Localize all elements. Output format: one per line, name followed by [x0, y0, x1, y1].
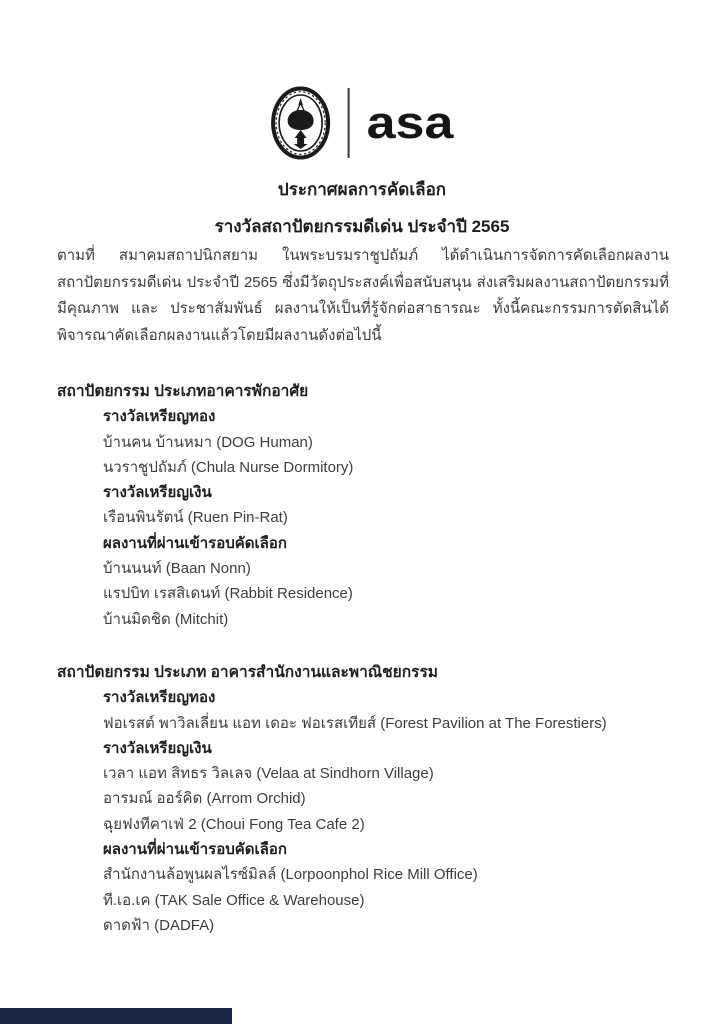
logo-divider [348, 88, 350, 158]
project-entry: เรือนพินรัตน์ (Ruen Pin-Rat) [103, 509, 288, 527]
award-tier-heading: รางวัลเหรียญทอง [103, 408, 216, 426]
award-tier-heading: รางวัลเหรียญเงิน [103, 739, 212, 757]
project-entry: แรปบิท เรสสิเดนท์ (Rabbit Residence) [103, 585, 353, 603]
award-sections [57, 379, 669, 938]
project-entry: อารมณ์ ออร์คิด (Arrom Orchid) [103, 790, 306, 808]
project-entry: บ้านมิดชิด (Mitchit) [103, 610, 229, 628]
project-entry: ดาดฟ้า (DADFA) [103, 916, 215, 934]
project-entry: บ้านคน บ้านหมา (DOG Human) [103, 433, 313, 451]
project-entry: ที.เอ.เค (TAK Sale Office & Warehouse) [103, 891, 365, 909]
asa-logo-lockup [271, 86, 454, 160]
project-entry: บ้านนนท์ (Baan Nonn) [103, 560, 251, 578]
award-tier-heading: รางวัลเหรียญเงิน [103, 484, 212, 502]
document-body [57, 243, 669, 938]
project-entry: ฟอเรสต์ พาวิลเลี่ยน แอท เดอะ ฟอเรสเทียส์ (Forest Pavilion at The Forestiers) [103, 714, 607, 732]
award-section [57, 660, 669, 938]
award-year-subtitle: รางวัลสถาปัตยกรรมดีเด่น ประจำปี 2565 [214, 217, 510, 236]
footer-accent-bar [0, 1008, 232, 1024]
section-heading: สถาปัตยกรรม ประเภทอาคารพักอาศัย [57, 383, 309, 400]
project-entry: เวลา แอท สิทธร วิลเลจ (Velaa at Sindhorn Village) [103, 765, 434, 783]
project-entry: ฉุยฟงทีคาเฟ่ 2 (Choui Fong Tea Cafe 2) [103, 815, 365, 833]
project-entry: สำนักงานล้อพูนผลไรซ์มิลล์ (Lorpoonphol Rice Mill Office) [103, 866, 478, 884]
asa-wordmark: asa [366, 97, 454, 149]
award-tier-heading: ผลงานที่ผ่านเข้ารอบคัดเลือก [103, 534, 287, 552]
asa-royal-seal-icon [271, 86, 331, 160]
intro-paragraph: ตามที่ สมาคมสถาปนิกสยาม ในพระบรมราชูปถัมภ์ ได้ดำเนินการจัดการคัดเลือกผลงานสถาปัตยกรรมดีเด่น ประจำปี 2565 ซึ่งมีวัตถุประสงค์เพื่อสนับสนุน ส่งเสริมผลงานสถาปัตยกรรมที่มีคุณภาพ และ ประชาสัมพันธ์ ผลงานให้เป็นที่รู้จักต่อสาธารณะ ทั้งนี้คณะกรรมการตัดสินได้พิจารณาคัดเลือกผลงานแล้วโดยมีผลงานดังต่อไปนี้ [57, 247, 669, 344]
project-entry: นวราชูปถัมภ์ (Chula Nurse Dormitory) [103, 458, 354, 476]
award-section [57, 379, 669, 632]
section-heading: สถาปัตยกรรม ประเภท อาคารสำนักงานและพาณิชยกรรม [57, 663, 439, 681]
award-tier-heading: รางวัลเหรียญทอง [103, 689, 216, 707]
announcement-title: ประกาศผลการคัดเลือก [277, 180, 447, 199]
award-tier-heading: ผลงานที่ผ่านเข้ารอบคัดเลือก [103, 841, 287, 859]
